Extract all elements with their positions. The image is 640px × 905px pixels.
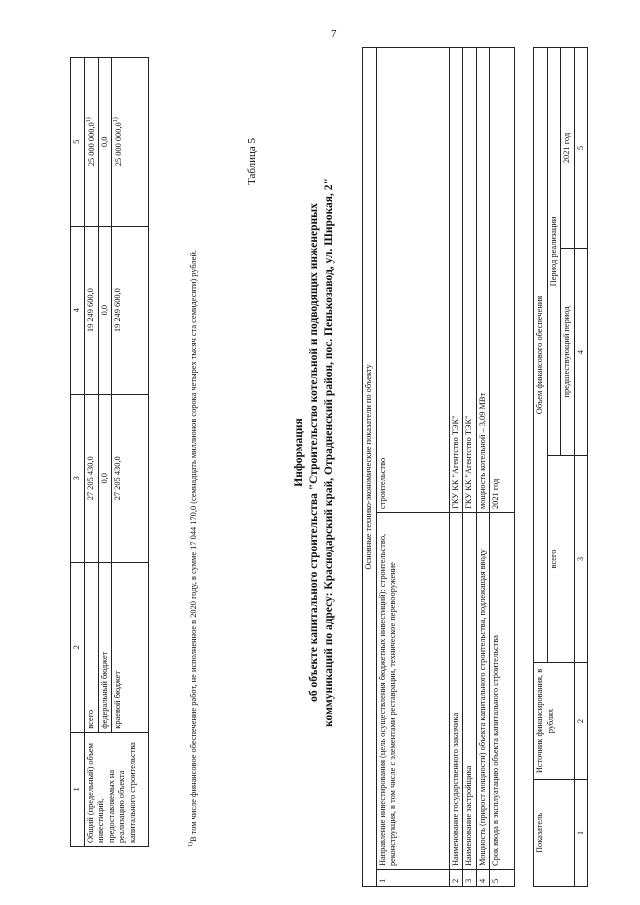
row-name: Срок ввода в эксплуатацию объекта капитального строительства bbox=[490, 513, 515, 870]
value-cell: 19 249 600,0 bbox=[112, 226, 149, 394]
row-name: Мощность (прирост мощности) объекта капитального строительства, подлежащая вводу bbox=[476, 513, 490, 870]
table-label: Таблица 5 bbox=[246, 137, 258, 185]
value-cell: 0,0 bbox=[98, 58, 112, 227]
value-cell: 27 205 430,0 bbox=[84, 394, 98, 562]
table-row bbox=[490, 48, 515, 887]
row-name: Наименование застройщика bbox=[463, 513, 477, 870]
footnote-text: В том числе финансовое обеспечение работ, не исполненное в 2020 году, в сумме 17 044 170,0 (семнадцать миллионов сорока четырех тысяч ста семидесяти) рублей. bbox=[188, 250, 198, 842]
row-name: Наименование государственного заказчика bbox=[449, 513, 463, 870]
title-line: об объекте капитального строительства "Строительство котельной и подводящих инженерных bbox=[307, 203, 320, 702]
header-cell: 2 bbox=[71, 562, 85, 732]
footnote bbox=[188, 57, 200, 847]
value-cell: 0,0 bbox=[98, 226, 112, 394]
table-header: Основные технико-экономические показатели по объекту bbox=[363, 48, 377, 887]
value-cell: 0,0 bbox=[98, 394, 112, 562]
value-cell bbox=[84, 58, 98, 227]
table-row bbox=[476, 48, 490, 887]
number-cell: 2 bbox=[574, 663, 588, 780]
row-name: Направление инвестирования (цель осуществления бюджетных инвестиций): строительство, реконструкция, в том числе с элементами реставрации, техническое перевооружение bbox=[376, 513, 449, 870]
source-cell: всего bbox=[84, 562, 98, 732]
col-source: Источник финансирования, в рублях bbox=[534, 663, 575, 780]
col-prev: предшествующий период bbox=[561, 249, 575, 456]
value-cell: 27 205 430,0 bbox=[112, 394, 149, 562]
footnote-ref: 1) bbox=[113, 117, 120, 123]
col-total: всего bbox=[547, 456, 574, 663]
row-value: мощность котельной – 3,09 МВт bbox=[476, 48, 490, 513]
value-cell bbox=[112, 58, 149, 227]
row-number: 2 bbox=[449, 870, 463, 887]
value-text: 25 000 000,0 bbox=[114, 122, 124, 167]
table-header-row bbox=[71, 58, 85, 847]
period-header: Период реализации bbox=[547, 48, 561, 456]
header-cell: 3 bbox=[71, 394, 85, 562]
header-cell: 1 bbox=[71, 732, 85, 846]
number-cell: 1 bbox=[574, 780, 588, 887]
number-cell: 5 bbox=[574, 48, 588, 249]
footnote-mark: 1) bbox=[188, 842, 194, 847]
table-row bbox=[98, 58, 112, 847]
table-row bbox=[574, 48, 588, 887]
row-number: 5 bbox=[490, 870, 515, 887]
number-cell: 3 bbox=[574, 456, 588, 663]
row-number: 3 bbox=[463, 870, 477, 887]
number-cell: 4 bbox=[574, 249, 588, 456]
header-cell: 4 bbox=[71, 226, 85, 394]
col-indicator: Показатель bbox=[534, 780, 575, 887]
row-number: 1 bbox=[376, 870, 449, 887]
header-cell: 5 bbox=[71, 58, 85, 227]
row-number: 4 bbox=[476, 870, 490, 887]
table-row bbox=[449, 48, 463, 887]
table-row bbox=[112, 58, 149, 847]
value-text: 25 000 000,0 bbox=[86, 122, 96, 167]
col-year: 2021 год bbox=[561, 48, 575, 249]
title-line: коммуникаций по адресу: Краснодарский край, Отрадненский район, пос. Пенькозавод, ул. Широкая, 2" bbox=[322, 178, 335, 727]
page-number: 7 bbox=[331, 28, 337, 40]
group-header: Объем финансового обеспечения bbox=[534, 48, 548, 663]
tech-indicators-table bbox=[362, 47, 515, 887]
table-row bbox=[463, 48, 477, 887]
table-row bbox=[84, 58, 98, 847]
row-value: ГКУ КК "Агентство ТЭК" bbox=[449, 48, 463, 513]
table-header-row bbox=[534, 48, 548, 887]
investment-volume-table bbox=[70, 57, 149, 847]
footnote-ref: 1) bbox=[85, 117, 92, 123]
row-value: 2021 год bbox=[490, 48, 515, 513]
row-label: Общий (предельный) объем инвестиций, предоставляемых на реализацию объекта капитального строительства bbox=[84, 732, 149, 846]
table-row bbox=[376, 48, 449, 887]
source-cell: краевой бюджет bbox=[112, 562, 149, 732]
source-cell: федеральный бюджет bbox=[98, 562, 112, 732]
title-line: Информация bbox=[293, 418, 305, 487]
value-cell: 19 249 600,0 bbox=[84, 226, 98, 394]
page-title bbox=[292, 60, 337, 845]
finance-table bbox=[533, 47, 588, 887]
table-header-row bbox=[363, 48, 377, 887]
row-value: ГКУ КК "Агентство ТЭК" bbox=[463, 48, 477, 513]
row-value: строительство bbox=[376, 48, 449, 513]
